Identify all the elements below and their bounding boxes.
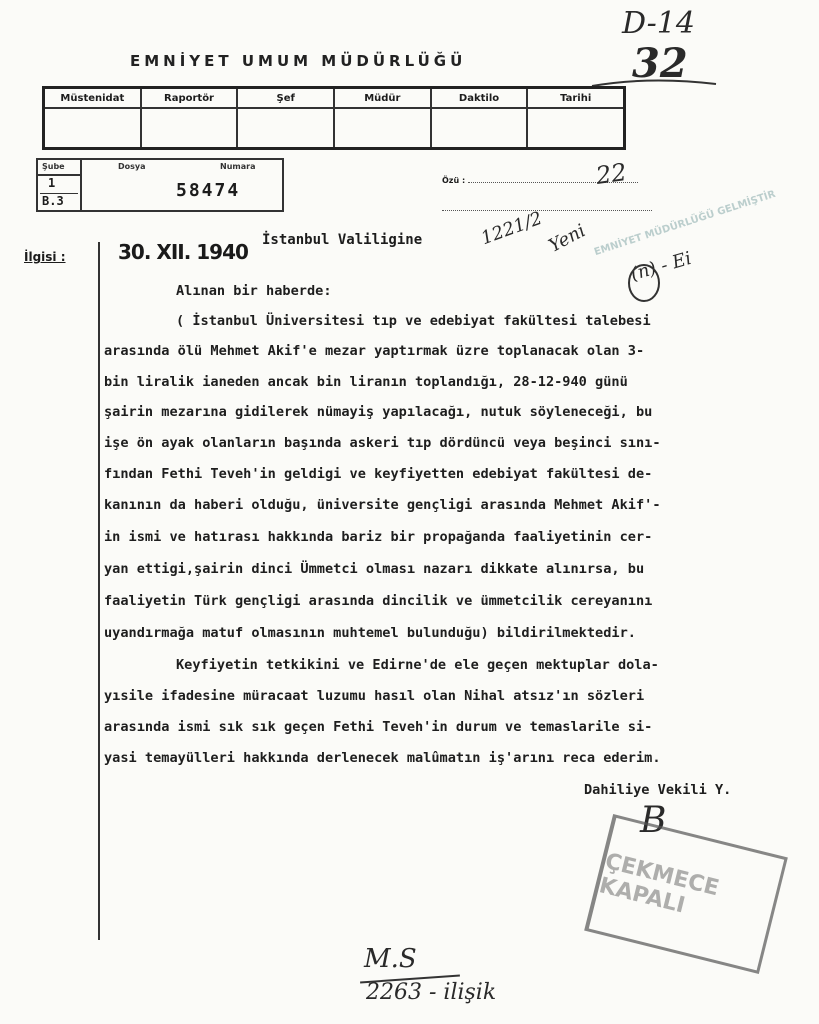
- body-line: şairin mezarına gidilerek nümayiş yapılacağı, nutuk söyleneceği, bu: [104, 404, 653, 420]
- routing-col-header: Şef: [238, 89, 333, 109]
- body-line: arasında ölü Mehmet Akif'e mezar yaptırmak üzre toplanacak olan 3-: [104, 343, 645, 359]
- rubber-stamp: [584, 814, 788, 974]
- body-line: yan ettigi,şairin dinci Ümmetci olması nazarı dikkate alınırsa, bu: [104, 561, 645, 577]
- routing-table: [42, 86, 626, 150]
- handwritten-note-1: 1221/2: [478, 207, 546, 250]
- routing-col-header: Raportör: [142, 89, 237, 109]
- rubber-stamp-text: ÇEKMECE KAPALI: [596, 848, 722, 919]
- handwritten-ref-bottom: 2263 - ilişik: [366, 980, 497, 1005]
- routing-col-raportor: [142, 89, 239, 147]
- handwritten-page-number: 32: [632, 40, 688, 87]
- routing-col-header: Daktilo: [432, 89, 527, 109]
- faded-received-stamp: EMNİYET MÜDÜRLÜĞÜ GELMİŞTİR: [592, 188, 777, 259]
- body-line: kanının da haberi olduğu, üniversite gençligi arasında Mehmet Akif'-: [104, 497, 661, 513]
- handwritten-initials: B: [640, 800, 667, 841]
- routing-col-mustenidat: [45, 89, 142, 147]
- routing-col-tarihi: [528, 89, 623, 147]
- handwritten-ref-top: M.S: [364, 944, 417, 974]
- margin-rule: [98, 242, 100, 940]
- body-line: uyandırmağa matuf olmasının muhtemel bulunduğu) bildirilmektedir.: [104, 625, 636, 641]
- body-line: yasi temayülleri hakkında derlenecek malûmatın iş'arını reca ederim.: [104, 750, 661, 766]
- file-reference-box: [36, 158, 284, 212]
- routing-col-header: Tarihi: [528, 89, 623, 109]
- body-line: işe ön ayak olanların başında askeri tıp dördüncü veya beşinci sını-: [104, 435, 661, 451]
- ozu-label: Özü :: [442, 176, 466, 185]
- routing-col-daktilo: [432, 89, 529, 147]
- routing-col-sef: [238, 89, 335, 147]
- handwritten-circle-note: (n) - Ei: [628, 247, 694, 286]
- body-line: bin liralik ianeden ancak bin liranın toplandığı, 28-12-940 günü: [104, 374, 628, 390]
- routing-col-header: Müdür: [335, 89, 430, 109]
- numara-value: 58474: [176, 180, 241, 201]
- body-line: yısile ifadesine müracaat luzumu hasıl olan Nihal atsız'ın sözleri: [104, 688, 645, 704]
- signature-line: Dahiliye Vekili Y.: [584, 782, 732, 798]
- body-line: fından Fethi Teveh'in geldigi ve keyfiyetten edebiyat fakültesi de-: [104, 466, 653, 482]
- sube-label: Şube: [42, 162, 65, 171]
- body-line: arasında ismi sık sık geçen Fethi Teveh'in durum ve temaslarile si-: [104, 719, 653, 735]
- dosya-label: Dosya: [118, 162, 146, 171]
- numara-label: Numara: [220, 162, 256, 171]
- dosya-value: B.3: [42, 194, 64, 208]
- routing-col-header: Müstenidat: [45, 89, 140, 109]
- ilgisi-label: İlgisi :: [24, 250, 66, 264]
- handwritten-note-2: Yeni: [545, 220, 590, 257]
- sube-value: 1: [48, 176, 56, 190]
- body-line: Alınan bir haberde:: [176, 283, 332, 299]
- body-line: faaliyetin Türk gençligi arasında dincilik ve ümmetcilik cereyanını: [104, 593, 653, 609]
- page-title: EMNİYET UMUM MÜDÜRLÜĞÜ: [130, 52, 467, 70]
- handwritten-ozu: 22: [594, 158, 629, 190]
- handwritten-code: D-14: [622, 6, 695, 41]
- date-stamp: 30. XII. 1940: [118, 240, 248, 264]
- body-line: in ismi ve hatırası hakkında bariz bir propağanda faaliyetinin cer-: [104, 529, 653, 545]
- addressee: İstanbul Valiligine: [262, 232, 423, 248]
- handwritten-circle: [626, 262, 662, 304]
- body-line: ( İstanbul Üniversitesi tıp ve edebiyat fakültesi talebesi: [176, 313, 651, 329]
- routing-col-mudur: [335, 89, 432, 147]
- ozu-second-line: [442, 210, 652, 211]
- body-line: Keyfiyetin tetkikini ve Edirne'de ele geçen mektuplar dola-: [176, 657, 659, 673]
